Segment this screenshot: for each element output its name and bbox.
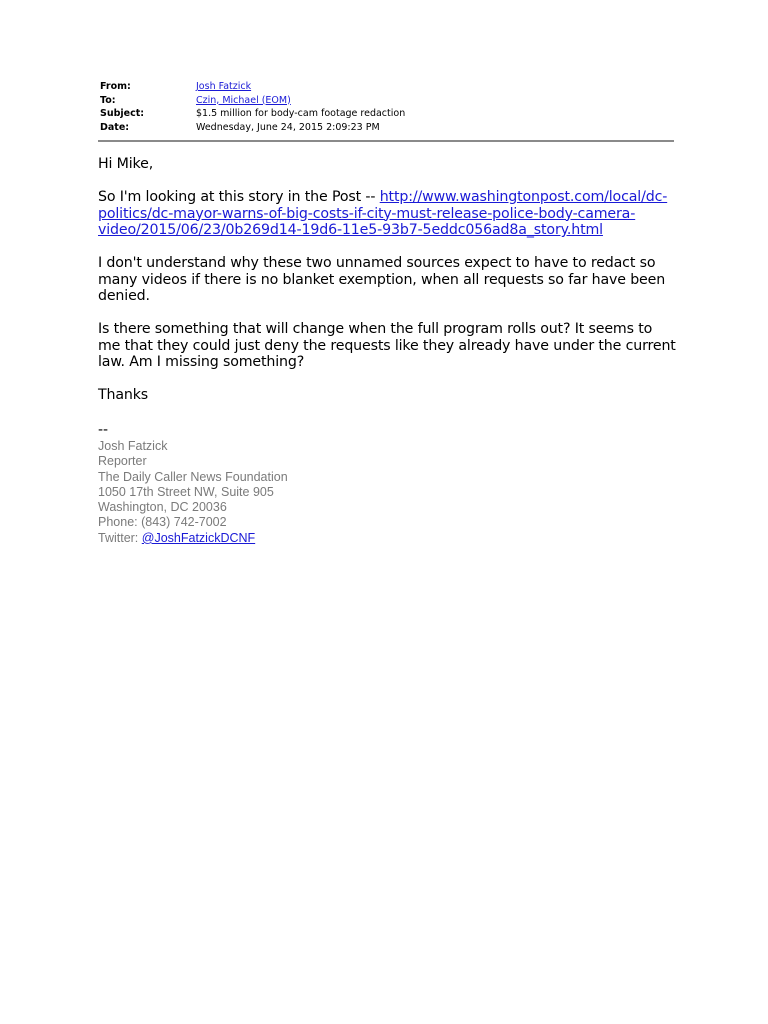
signature-separator: -- <box>98 422 109 438</box>
paragraph-1 <box>98 189 678 239</box>
from-link[interactable]: Josh Fatzick <box>196 81 252 92</box>
subject-value: $1.5 million for body-cam footage redaction <box>196 108 406 119</box>
email-body <box>98 156 678 420</box>
to-label: To: <box>100 94 116 106</box>
twitter-label: Twitter: <box>98 530 142 545</box>
signature-title: Reporter <box>98 454 147 469</box>
signature-phone: Phone: (843) 742-7002 <box>98 515 227 530</box>
signature-org: The Daily Caller News Foundation <box>98 469 288 484</box>
from-row <box>100 80 674 94</box>
to-row <box>100 94 674 108</box>
date-row <box>100 121 674 135</box>
date-value: Wednesday, June 24, 2015 2:09:23 PM <box>196 121 380 133</box>
to-link[interactable]: Czin, Michael (EOM) <box>196 94 291 106</box>
header-divider <box>98 140 674 142</box>
subject-row <box>100 107 674 121</box>
to-value <box>196 94 674 108</box>
date-label: Date: <box>100 121 130 133</box>
signature-twitter <box>98 531 288 546</box>
from-label: From: <box>100 81 131 92</box>
signature <box>98 422 288 546</box>
paragraph-2: I don't understand why these two unnamed sources expect to have to redact so many videos if there is no blanket exemption, when all requests so far have been denied. <box>98 255 666 304</box>
email-header <box>100 80 674 134</box>
from-value <box>196 80 674 94</box>
paragraph-1-text: So I'm looking at this story in the Post -- <box>98 189 380 205</box>
greeting: Hi Mike, <box>98 156 154 172</box>
signature-address-line-1: 1050 17th Street NW, Suite 905 <box>98 484 274 499</box>
article-link[interactable]: http://www.washingtonpost.com/local/dc-politics/dc-mayor-warns-of-big-costs-if-city-must-release-police-body-camera-video/2015/06/23/0b269d14-19d6-11e5-93b7-5eddc056ad8a_story.html <box>98 189 668 238</box>
signature-name: Josh Fatzick <box>98 439 168 453</box>
signature-address-line-2: Washington, DC 20036 <box>98 500 227 515</box>
paragraph-3: Is there something that will change when the full program rolls out? It seems to me that they could just deny the requests like they already have under the current law. Am I missing something? <box>98 321 676 370</box>
subject-label: Subject: <box>100 108 145 119</box>
closing: Thanks <box>98 387 149 403</box>
twitter-link[interactable]: @JoshFatzickDCNF <box>141 530 256 545</box>
